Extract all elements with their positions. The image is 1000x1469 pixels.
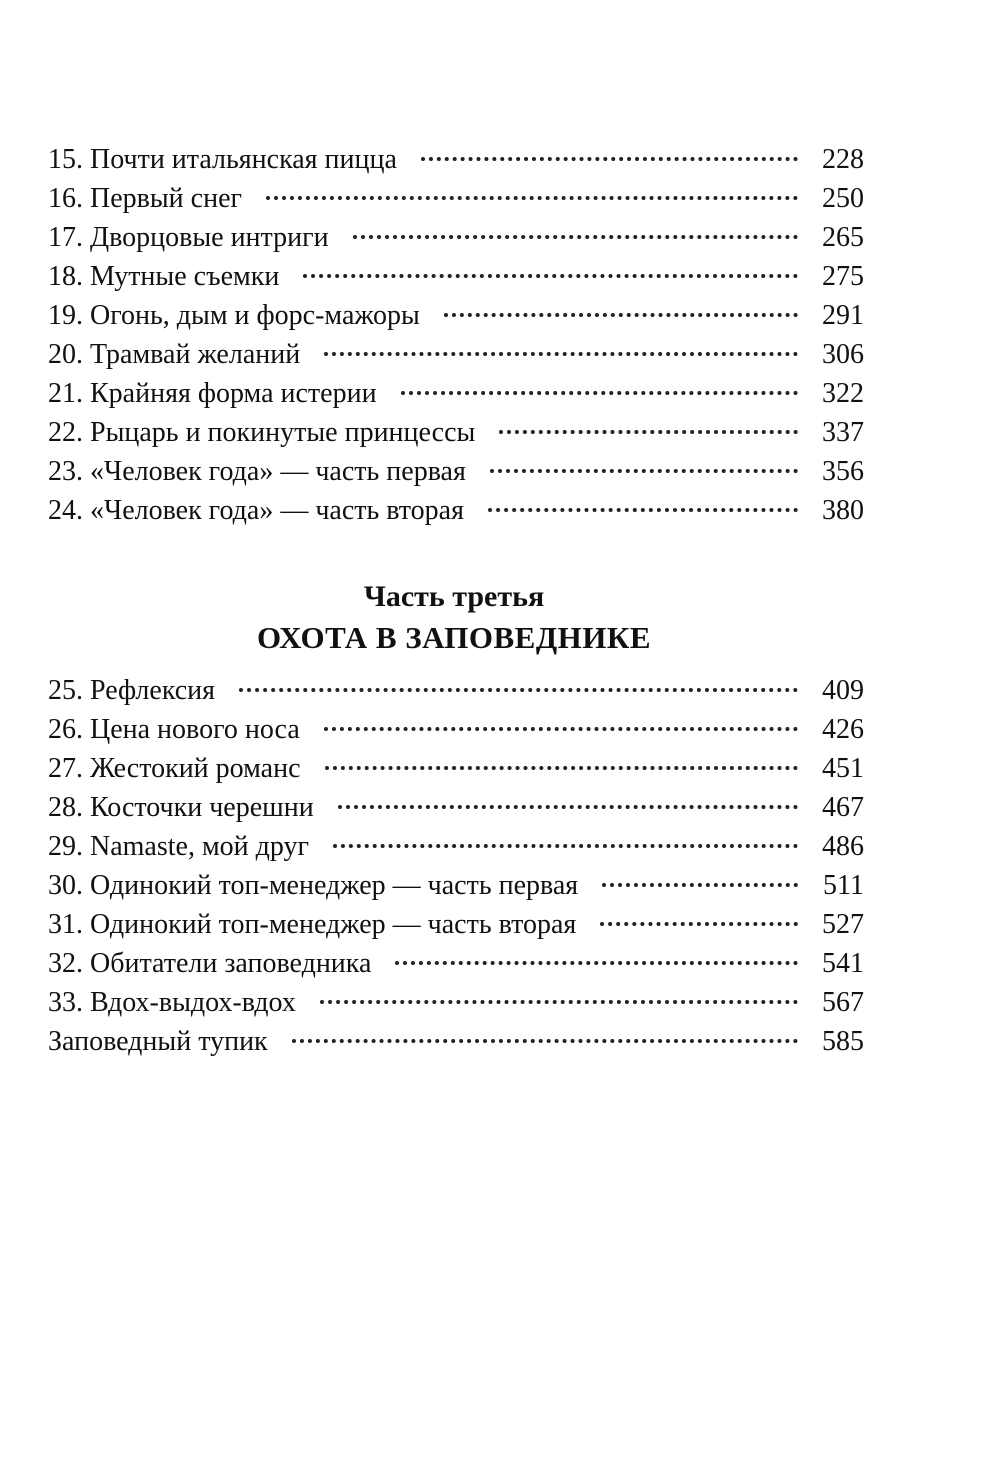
toc-entry[interactable] xyxy=(48,866,864,905)
toc-entry-page: 275 xyxy=(822,261,864,292)
dot-leader xyxy=(333,844,798,848)
toc-entry-title: 20. Трамвай желаний xyxy=(48,339,301,370)
toc-entry-title: 23. «Человек года» — часть первая xyxy=(48,456,466,487)
toc-entry[interactable] xyxy=(48,179,864,218)
toc-entry-title: 28. Косточки черешни xyxy=(48,792,314,823)
toc-entry-page: 306 xyxy=(822,339,864,370)
toc-entry-page: 567 xyxy=(822,987,864,1018)
toc-entry-title: 24. «Человек года» — часть вторая xyxy=(48,495,464,526)
dot-leader xyxy=(499,430,798,434)
dot-leader xyxy=(600,922,798,926)
toc-entry[interactable] xyxy=(48,452,864,491)
toc-list-part-two xyxy=(48,140,864,530)
toc-entry-title: 32. Обитатели заповедника xyxy=(48,948,372,979)
toc-entry-title: 33. Вдох-выдох-вдох xyxy=(48,987,296,1018)
toc-entry-page: 467 xyxy=(822,792,864,823)
toc-entry[interactable] xyxy=(48,827,864,866)
toc-entry[interactable] xyxy=(48,788,864,827)
toc-entry[interactable] xyxy=(48,335,864,374)
toc-entry[interactable] xyxy=(48,710,864,749)
toc-entry-page: 585 xyxy=(822,1026,864,1057)
toc-entry-title: 29. Namaste, мой друг xyxy=(48,831,310,862)
toc-entry-page: 356 xyxy=(822,456,864,487)
toc-entry-title: 26. Цена нового носа xyxy=(48,714,300,745)
dot-leader xyxy=(421,157,798,161)
toc-entry-page: 380 xyxy=(822,495,864,526)
toc-entry-title: 31. Одинокий топ-менеджер — часть вторая xyxy=(48,909,577,940)
part-heading xyxy=(0,577,908,659)
dot-leader xyxy=(292,1039,798,1043)
toc-entry-page: 265 xyxy=(822,222,864,253)
toc-entry-title: 22. Рыцарь и покинутые принцессы xyxy=(48,417,476,448)
toc-entry-title: 19. Огонь, дым и форс-мажоры xyxy=(48,300,420,331)
toc-entry-title: 18. Мутные съемки xyxy=(48,261,280,292)
toc-entry[interactable] xyxy=(48,257,864,296)
toc-entry-title: 17. Дворцовые интриги xyxy=(48,222,329,253)
dot-leader xyxy=(325,766,799,770)
toc-entry[interactable] xyxy=(48,905,864,944)
toc-entry-title: 27. Жестокий романс xyxy=(48,753,301,784)
toc-entry[interactable] xyxy=(48,491,864,530)
toc-entry[interactable] xyxy=(48,1022,864,1061)
dot-leader xyxy=(401,391,798,395)
toc-entry-page: 451 xyxy=(822,753,864,784)
part-title: ОХОТА В ЗАПОВЕДНИКЕ xyxy=(256,620,652,655)
toc-entry-title: 21. Крайняя форма истерии xyxy=(48,378,377,409)
toc-entry-page: 409 xyxy=(822,675,864,706)
toc-entry-page: 511 xyxy=(823,870,864,901)
toc-entry-title: 16. Первый снег xyxy=(48,183,242,214)
toc-entry-page: 291 xyxy=(822,300,864,331)
toc-entry[interactable] xyxy=(48,749,864,788)
part-label: Часть третья xyxy=(363,580,545,613)
dot-leader xyxy=(324,352,798,356)
toc-entry-page: 426 xyxy=(822,714,864,745)
toc-entry-page: 322 xyxy=(822,378,864,409)
toc-entry[interactable] xyxy=(48,671,864,710)
toc-entry-page: 541 xyxy=(822,948,864,979)
toc-entry-page: 228 xyxy=(822,144,864,175)
toc-entry-title: 25. Рефлексия xyxy=(48,675,216,706)
dot-leader xyxy=(303,274,798,278)
toc-entry[interactable] xyxy=(48,296,864,335)
toc-entry-title: 15. Почти итальянская пицца xyxy=(48,144,397,175)
dot-leader xyxy=(239,688,798,692)
toc-entry-page: 527 xyxy=(822,909,864,940)
toc-entry-title: 30. Одинокий топ-менеджер — часть первая xyxy=(48,870,579,901)
dot-leader xyxy=(395,961,798,965)
toc-entry-title: Заповедный тупик xyxy=(48,1026,268,1057)
dot-leader xyxy=(320,1000,798,1004)
toc-list-part-three xyxy=(48,671,864,1061)
toc-entry[interactable] xyxy=(48,944,864,983)
dot-leader xyxy=(490,469,798,473)
toc-entry-page: 486 xyxy=(822,831,864,862)
toc-entry[interactable] xyxy=(48,413,864,452)
toc-entry-page: 250 xyxy=(822,183,864,214)
dot-leader xyxy=(602,883,798,887)
dot-leader xyxy=(266,196,798,200)
toc-entry[interactable] xyxy=(48,374,864,413)
dot-leader xyxy=(324,727,798,731)
dot-leader xyxy=(353,235,798,239)
toc-entry[interactable] xyxy=(48,983,864,1022)
toc-entry[interactable] xyxy=(48,218,864,257)
toc-entry[interactable] xyxy=(48,140,864,179)
toc-entry-page: 337 xyxy=(822,417,864,448)
dot-leader xyxy=(444,313,798,317)
dot-leader xyxy=(338,805,798,809)
dot-leader xyxy=(488,508,798,512)
